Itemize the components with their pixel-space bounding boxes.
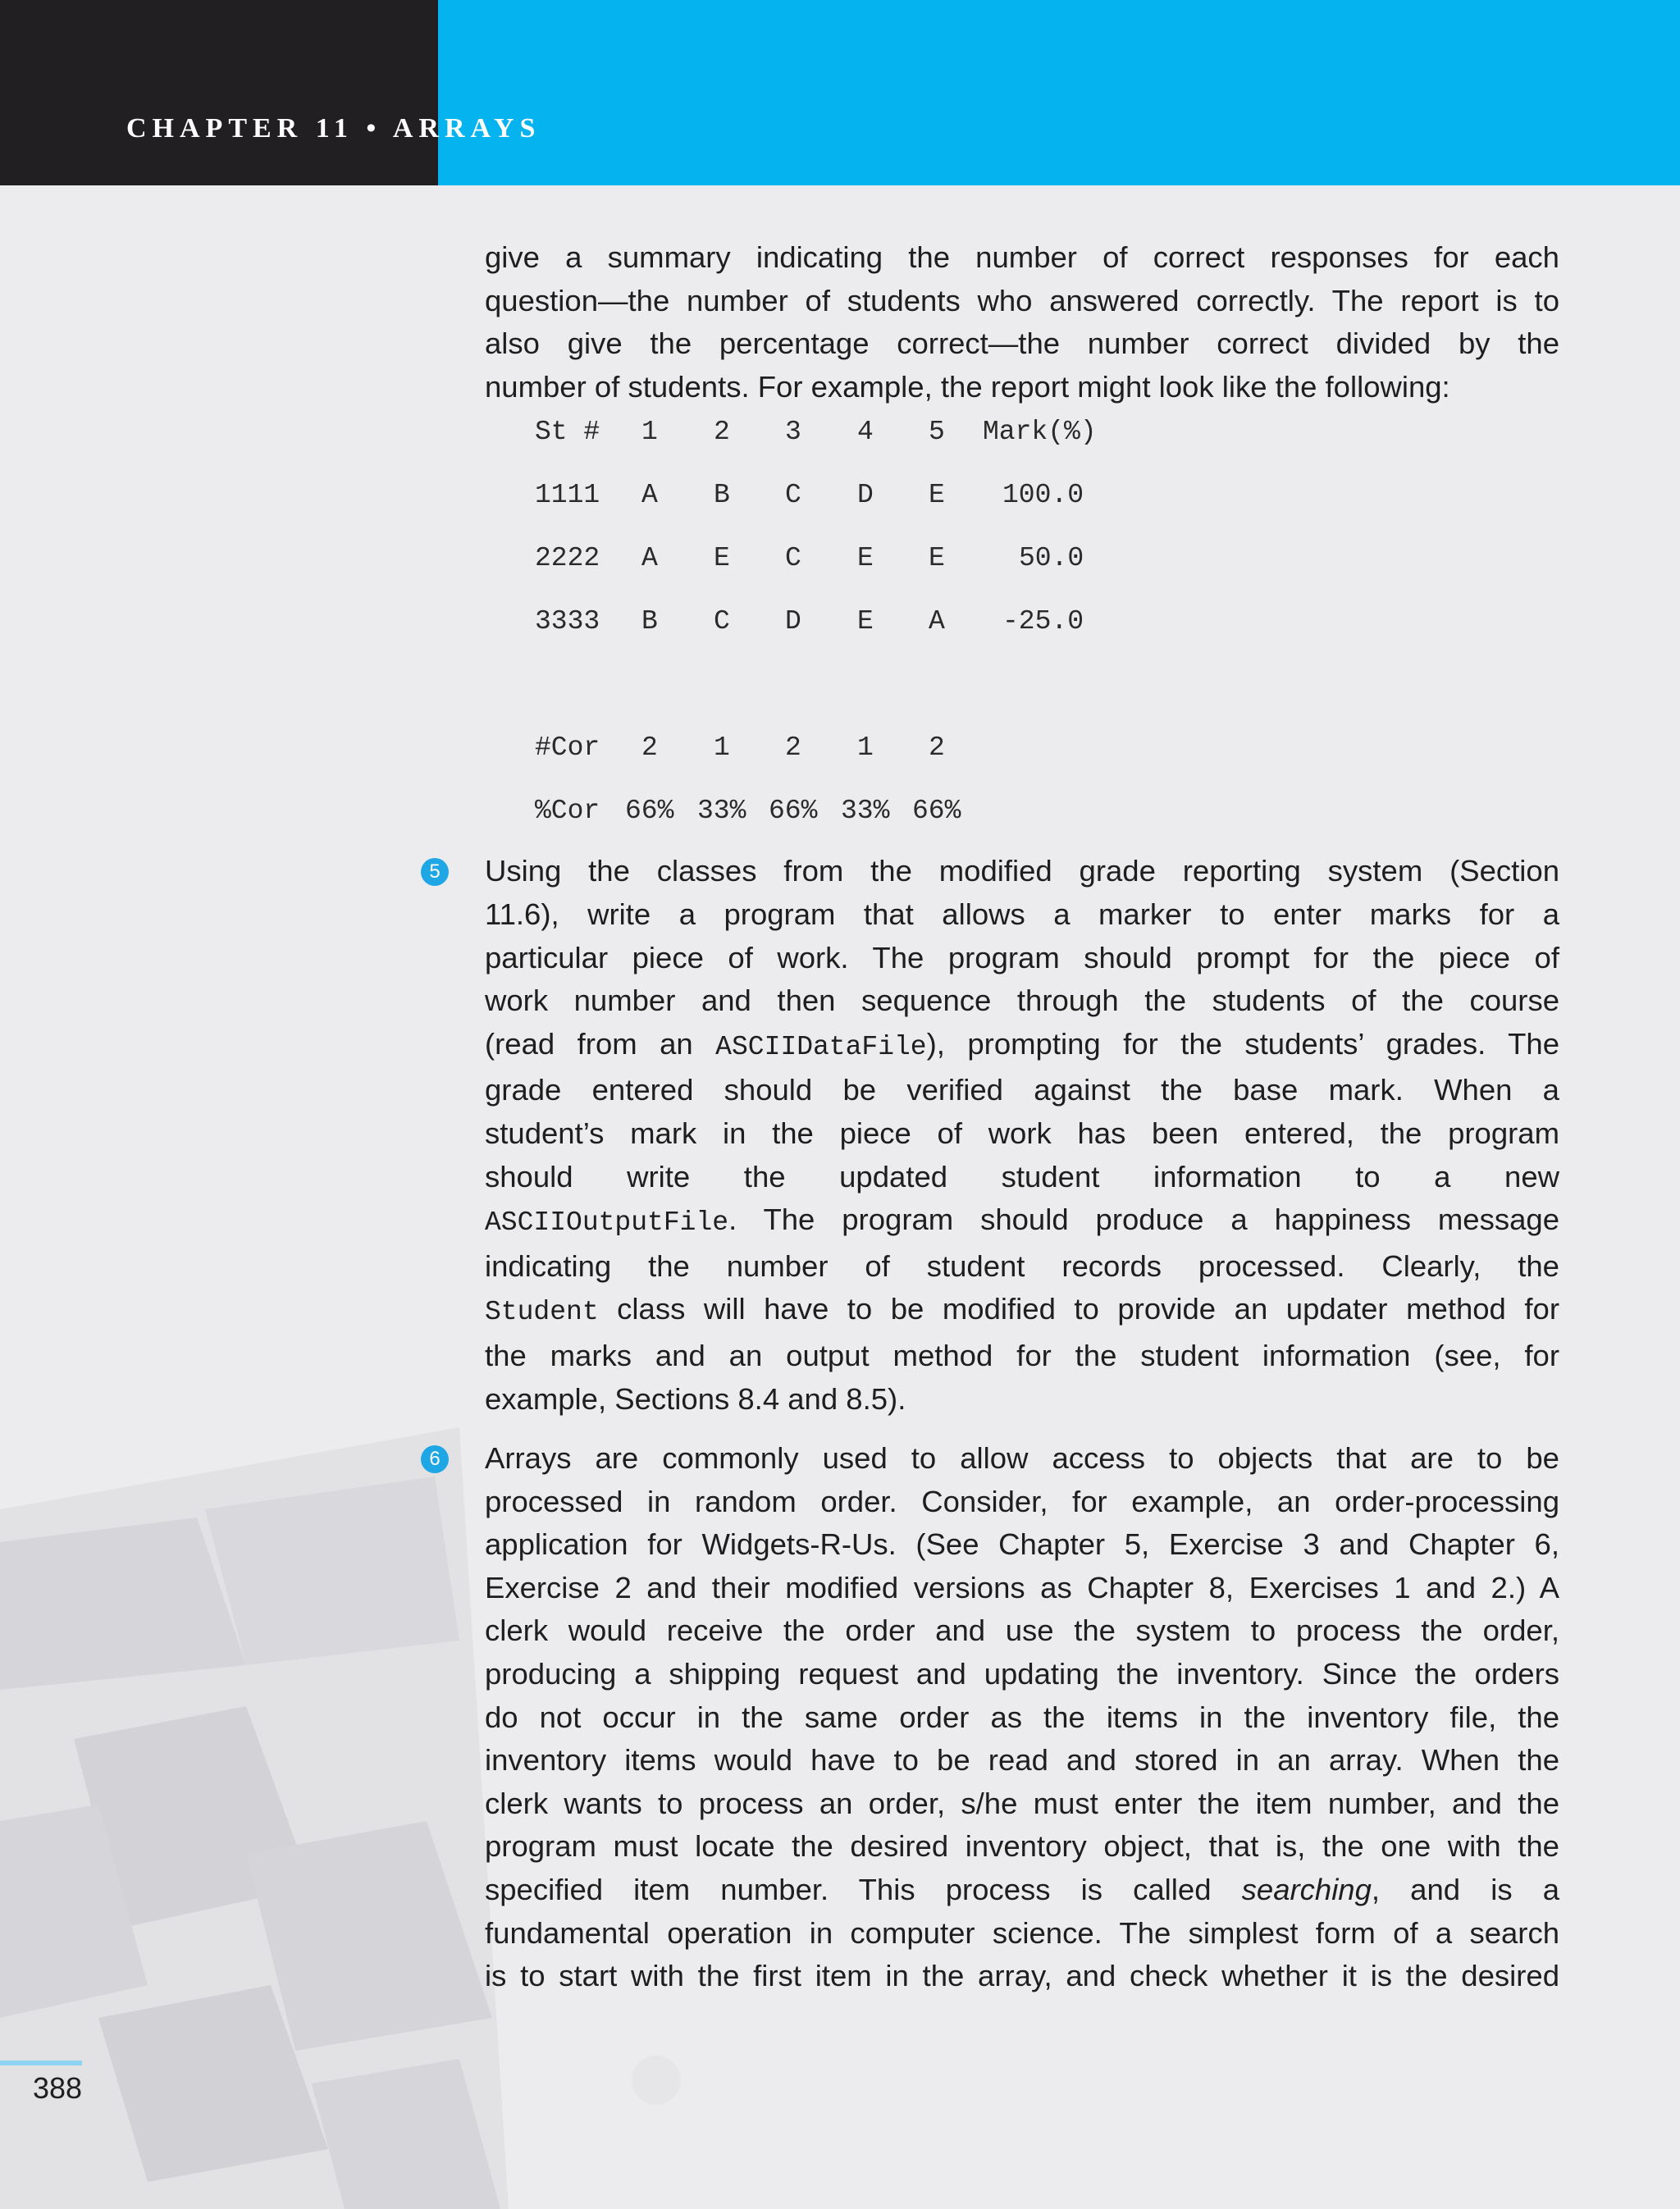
report-header-cell: 2 bbox=[714, 417, 730, 448]
report-cell: A bbox=[641, 543, 658, 574]
exercise-number-badge: 5 bbox=[421, 858, 449, 886]
page-number-rule bbox=[0, 2061, 82, 2065]
exercise-line: example, Sections 8.4 and 8.5). bbox=[485, 1381, 906, 1416]
exercise-line: clerk wants to process an order, s/he must enter the item number, and the bbox=[485, 1786, 1559, 1820]
exercise-line: Exercise 2 and their modified versions as Chapter 8, Exercises 1 and 2.) A bbox=[485, 1570, 1559, 1604]
report-cell: 66% bbox=[912, 796, 961, 827]
report-cell: A bbox=[929, 606, 945, 637]
report-cell: #Cor bbox=[535, 733, 600, 764]
exercise-line: program must locate the desired inventory object, that is, the one with the bbox=[485, 1829, 1559, 1864]
report-cell: C bbox=[785, 480, 801, 511]
exercise-line bbox=[485, 1198, 1559, 1245]
exercise-line: indicating the number of student records processed. Clearly, the bbox=[485, 1248, 1559, 1283]
report-cell: E bbox=[929, 543, 945, 574]
report-header-cell: St # bbox=[535, 417, 600, 448]
report-cell: 50.0 bbox=[1019, 543, 1084, 574]
exercise-text: specified item number. This process is called bbox=[485, 1873, 1242, 1907]
report-cell: C bbox=[714, 606, 730, 637]
intro-paragraph bbox=[485, 236, 1559, 408]
exercise-number-badge: 6 bbox=[421, 1445, 449, 1473]
report-cell: 2222 bbox=[535, 543, 600, 574]
code-student: Student bbox=[485, 1297, 599, 1328]
exercise-line: fundamental operation in computer science. The simplest form of a search bbox=[485, 1915, 1559, 1950]
report-header-cell: Mark(%) bbox=[983, 417, 1097, 448]
report-cell: A bbox=[641, 480, 658, 511]
exercise-line bbox=[485, 1869, 1559, 1912]
report-cell: E bbox=[929, 480, 945, 511]
exercise-line: grade entered should be verified against the base mark. When a bbox=[485, 1073, 1559, 1107]
report-cell: 66% bbox=[625, 796, 674, 827]
report-header-cell: 1 bbox=[641, 417, 658, 448]
report-cell: C bbox=[785, 543, 801, 574]
exercise-line: should write the updated student information to a new bbox=[485, 1159, 1559, 1193]
exercise-line: 11.6), write a program that allows a marker to enter marks for a bbox=[485, 897, 1559, 931]
header-blue-block bbox=[438, 0, 1680, 185]
header-dark-block bbox=[0, 0, 438, 185]
exercise-line: particular piece of work. The program should prompt for the piece of bbox=[485, 940, 1559, 974]
report-header-cell: 5 bbox=[929, 417, 945, 448]
page-content bbox=[429, 236, 1559, 1998]
page-number: 388 bbox=[33, 2071, 83, 2105]
exercise-line: the marks and an output method for the student information (see, for bbox=[485, 1338, 1559, 1372]
intro-line: also give the percentage correct—the number correct divided by the bbox=[485, 326, 1559, 361]
exercise-line: is to start with the first item in the array, and check whether it is the desired bbox=[485, 1959, 1559, 1993]
report-cell: B bbox=[714, 480, 730, 511]
report-cell: E bbox=[714, 543, 730, 574]
exercise-line: student’s mark in the piece of work has been entered, the program bbox=[485, 1116, 1559, 1150]
report-cell: -25.0 bbox=[1002, 606, 1084, 637]
code-ascii-output-file: ASCIIOutputFile bbox=[485, 1207, 729, 1239]
report-header-cell: 3 bbox=[785, 417, 801, 448]
report-cell: %Cor bbox=[535, 796, 600, 827]
report-cell: 1111 bbox=[535, 480, 600, 511]
exercise-text: , and is a bbox=[1371, 1873, 1559, 1907]
exercise-text: ), prompting for the students’ grades. The bbox=[926, 1026, 1559, 1061]
exercise-text: (read from an bbox=[485, 1026, 716, 1061]
report-cell: 2 bbox=[929, 733, 945, 764]
report-cell: 33% bbox=[841, 796, 890, 827]
report-cell: 2 bbox=[785, 733, 801, 764]
report-cell: D bbox=[785, 606, 801, 637]
report-cell: 3333 bbox=[535, 606, 600, 637]
intro-line: give a summary indicating the number of correct responses for each bbox=[485, 240, 1559, 274]
report-cell: 33% bbox=[697, 796, 746, 827]
exercise-line: processed in random order. Consider, for example, an order-processing bbox=[485, 1484, 1559, 1518]
emphasis-searching: searching bbox=[1241, 1873, 1372, 1907]
exercise-text: . The program should produce a happiness message bbox=[728, 1203, 1559, 1237]
exercise-line: do not occur in the same order as the items in the inventory file, the bbox=[485, 1700, 1559, 1734]
exercise-text: class will have to be modified to provide an updater method for bbox=[598, 1292, 1559, 1326]
intro-line: question—the number of students who answered correctly. The report is to bbox=[485, 283, 1559, 317]
report-cell: 1 bbox=[857, 733, 874, 764]
exercise-6 bbox=[429, 1437, 1559, 1998]
exercise-line bbox=[485, 1288, 1559, 1335]
report-cell: E bbox=[857, 543, 874, 574]
intro-line: number of students. For example, the report might look like the following: bbox=[485, 369, 1450, 404]
exercise-line: application for Widgets-R-Us. (See Chapter 5, Exercise 3 and Chapter 6, bbox=[485, 1527, 1559, 1562]
exercise-5 bbox=[429, 850, 1559, 1421]
report-cell: 2 bbox=[641, 733, 658, 764]
report-cell: 66% bbox=[769, 796, 818, 827]
report-cell: D bbox=[857, 480, 874, 511]
report-cell: B bbox=[641, 606, 658, 637]
report-cell: 1 bbox=[714, 733, 730, 764]
exercise-line: clerk would receive the order and use the system to process the order, bbox=[485, 1613, 1559, 1648]
report-cell: E bbox=[857, 606, 874, 637]
exercise-line bbox=[485, 1023, 1559, 1070]
report-cell: 100.0 bbox=[1002, 480, 1084, 511]
exercise-line: producing a shipping request and updating the inventory. Since the orders bbox=[485, 1657, 1559, 1691]
code-ascii-data-file: ASCIIDataFile bbox=[715, 1031, 927, 1062]
exercise-line: Arrays are commonly used to allow access to objects that are to be bbox=[485, 1441, 1559, 1476]
report-header-cell: 4 bbox=[857, 417, 874, 448]
exercise-line: Using the classes from the modified grade reporting system (Section bbox=[485, 854, 1559, 888]
exercise-line: work number and then sequence through the students of the course bbox=[485, 984, 1559, 1018]
exercise-line: inventory items would have to be read and stored in an array. When the bbox=[485, 1743, 1559, 1778]
chapter-title: CHAPTER 11 • ARRAYS bbox=[126, 113, 541, 144]
